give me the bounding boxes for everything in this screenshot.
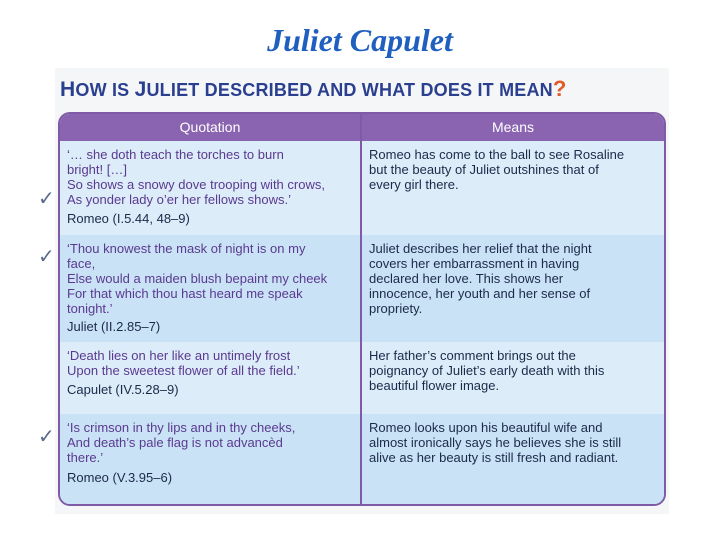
quote-line: Else would a maiden blush bepaint my cheek — [67, 271, 328, 286]
quote-line: ‘Thou knowest the mask of night is on my — [67, 241, 306, 256]
meaning-text — [369, 241, 657, 316]
quote-line: ‘… she doth teach the torches to burn — [67, 147, 284, 162]
quote-text — [67, 147, 352, 207]
header-means: Means — [491, 119, 535, 135]
quote-text — [67, 420, 352, 465]
meaning-line: Her father’s comment brings out the — [369, 348, 576, 363]
quote-citation: Capulet (IV.5.28–9) — [67, 382, 179, 397]
meaning-line: every girl there. — [369, 177, 459, 192]
quote-citation: Juliet (II.2.85–7) — [67, 319, 161, 334]
quote-line: And death’s pale flag is not advancèd — [67, 435, 283, 450]
quote-text — [67, 241, 352, 316]
column-divider — [360, 114, 362, 504]
heading-part-rest: ULIET DESCRIBED AND WHAT DOES IT MEAN — [146, 80, 553, 100]
heading-initial-h: H — [60, 78, 76, 101]
slide-title: Juliet Capulet — [267, 22, 453, 58]
quote-line: For that which thou hast heard me speak — [67, 286, 303, 301]
table-row — [60, 414, 664, 504]
heading-question-mark: ? — [552, 76, 567, 101]
meaning-line: Juliet describes her relief that the night — [369, 241, 592, 256]
quote-line: ‘Death lies on her like an untimely frost — [67, 348, 291, 363]
handwritten-tick-icon: ✓ — [38, 186, 55, 210]
quote-line: bright! […] — [67, 162, 127, 177]
table-row — [60, 141, 664, 235]
table-header — [60, 114, 664, 141]
meaning-line: propriety. — [369, 301, 423, 316]
meaning-text — [369, 420, 657, 465]
quote-line: there.’ — [67, 450, 104, 465]
table-row — [60, 342, 664, 414]
handwritten-tick-icon: ✓ — [38, 424, 55, 448]
header-quotation: Quotation — [179, 119, 241, 135]
table-row — [60, 235, 664, 342]
meaning-line: Romeo has come to the ball to see Rosaline — [369, 147, 625, 162]
heading-part-how-is: OW IS — [75, 80, 135, 100]
meaning-line: poignancy of Juliet’s early death with this — [369, 363, 605, 378]
quote-line: tonight.’ — [67, 301, 113, 316]
quote-citation: Romeo (I.5.44, 48–9) — [67, 211, 190, 226]
meaning-text — [369, 147, 657, 192]
section-heading — [60, 76, 567, 102]
meaning-line: beautiful flower image. — [369, 378, 500, 393]
meaning-line: alive as her beauty is still fresh and radiant. — [369, 450, 619, 465]
handwritten-tick-icon: ✓ — [38, 244, 55, 268]
quote-line: Upon the sweetest flower of all the field.’ — [67, 363, 300, 378]
meaning-line: almost ironically says he believes she is still — [369, 435, 622, 450]
quote-line: So shows a snowy dove trooping with crows, — [67, 177, 325, 192]
heading-initial-j: J — [134, 78, 147, 101]
quotation-table — [58, 112, 666, 506]
scanned-textbook-page — [55, 68, 669, 514]
meaning-line: Romeo looks upon his beautiful wife and — [369, 420, 603, 435]
quote-line: face, — [67, 256, 96, 271]
meaning-line: covers her embarrassment in having — [369, 256, 580, 271]
meaning-line: declared her love. This shows her — [369, 271, 564, 286]
quote-text — [67, 348, 352, 378]
quote-line: As yonder lady o’er her fellows shows.’ — [67, 192, 291, 207]
meaning-text — [369, 348, 657, 393]
meaning-line: but the beauty of Juliet outshines that of — [369, 162, 599, 177]
quote-line: ‘Is crimson in thy lips and in thy cheeks, — [67, 420, 296, 435]
meaning-line: innocence, her youth and her sense of — [369, 286, 591, 301]
quote-citation: Romeo (V.3.95–6) — [67, 470, 173, 485]
